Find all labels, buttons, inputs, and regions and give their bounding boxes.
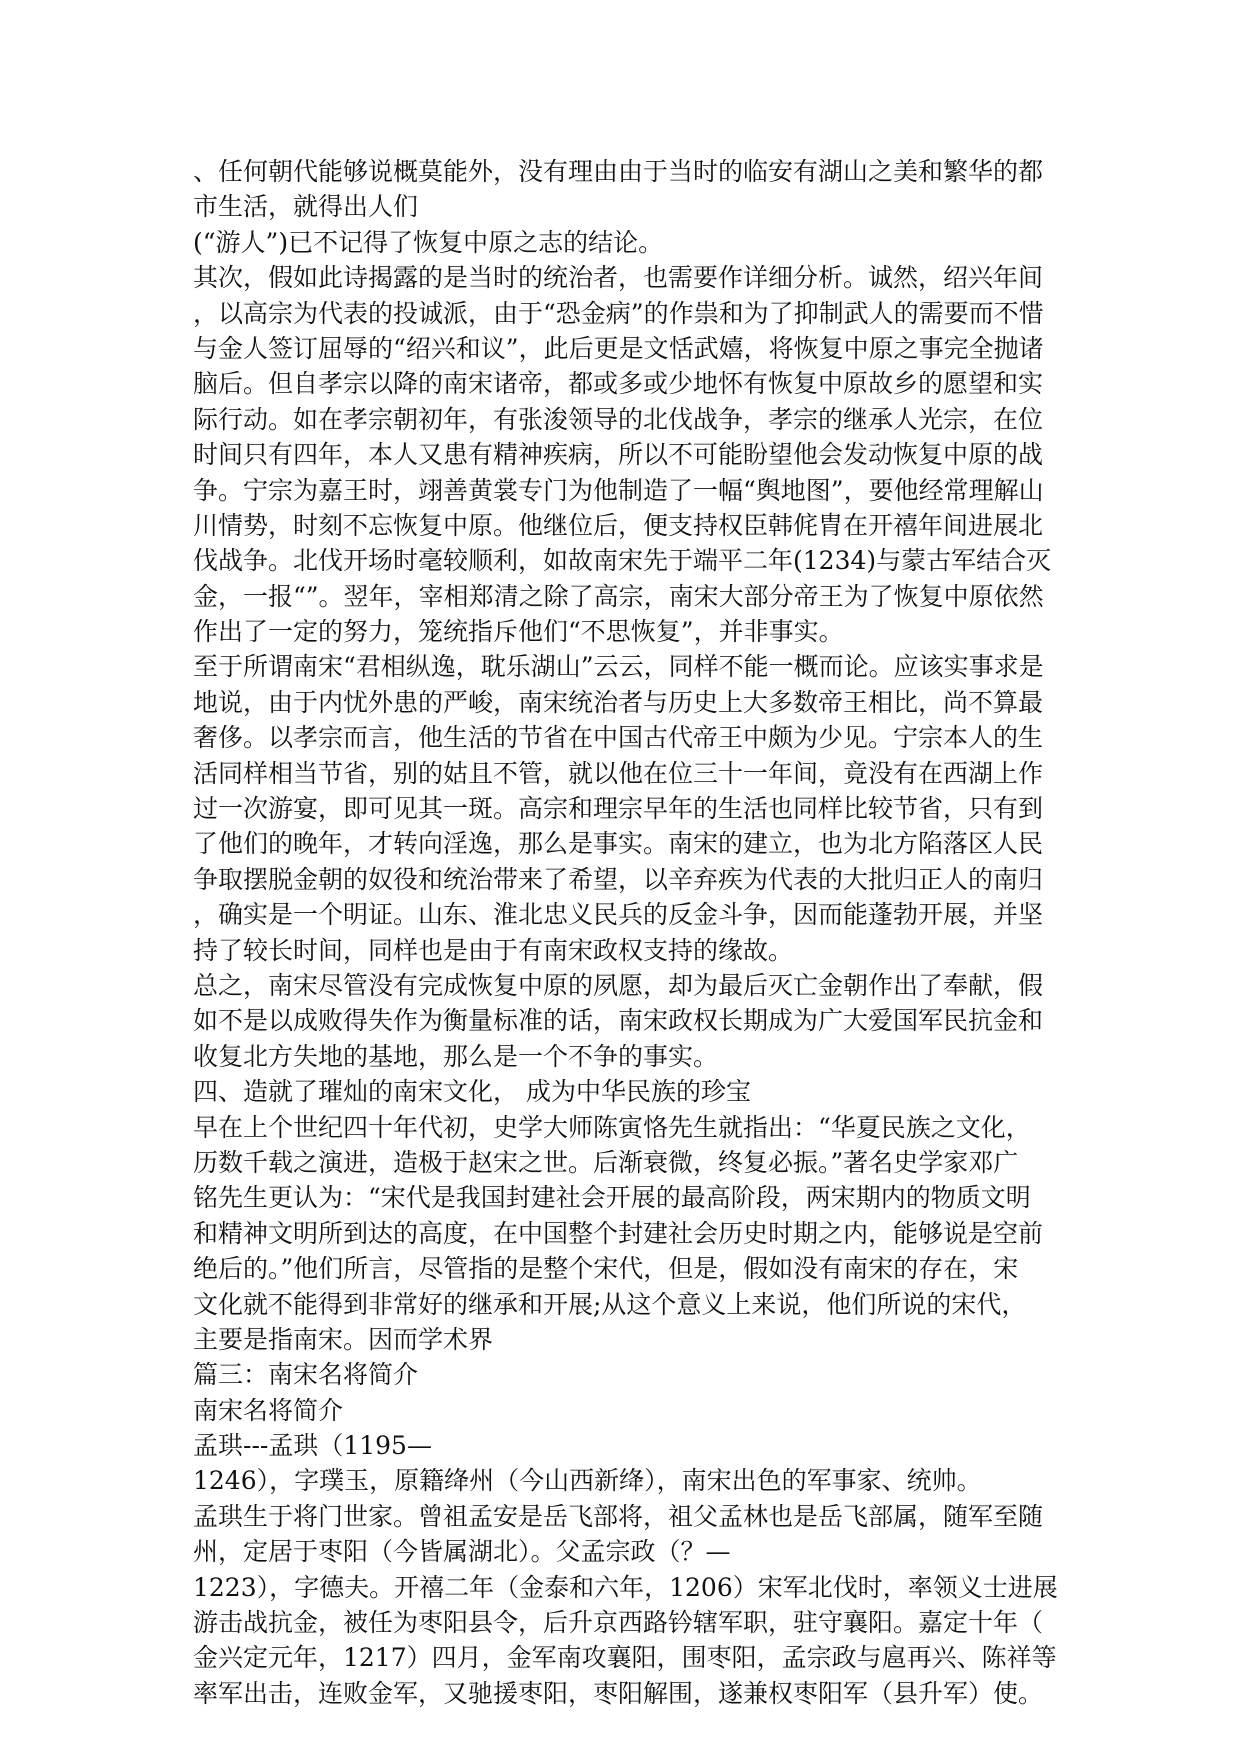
text-line: (“游人”)已不记得了恢复中原之志的结论。 — [193, 227, 664, 257]
text-line: 1223），字德夫。开禧二年（金泰和六年，1206）宋军北伐时，率领义士进展 — [193, 1572, 1058, 1602]
text-line: 市生活，就得出人们 — [193, 192, 419, 222]
text-line: 川情势，时刻不忘恢复中原。他继位后，便支持权臣韩侂胄在开禧年间进展北 — [193, 510, 1044, 540]
text-line: 活同样相当节省，别的姑且不管，就以他在位三十一年间，竟没有在西湖上作 — [193, 758, 1044, 788]
text-line: 际行动。如在孝宗朝初年，有张浚领导的北伐战争，孝宗的继承人光宗，在位 — [193, 404, 1044, 434]
text-line: 文化就不能得到非常好的继承和开展;从这个意义上来说，他们所说的宋代， — [193, 1289, 1027, 1319]
text-line: 1246），字璞玉，原籍绛州（今山西新绛），南宋出色的军事家、统帅。 — [193, 1466, 982, 1496]
text-line: 如不是以成败得失作为衡量标准的话，南宋政权长期成为广大爱国军民抗金和 — [193, 1006, 1044, 1036]
text-line: 孟珙生于将门世家。曾祖孟安是岳飞部将，祖父孟林也是岳飞部属，随军至随 — [193, 1501, 1044, 1531]
text-line: 早在上个世纪四十年代初，史学大师陈寅恪先生就指出：“华夏民族之文化， — [193, 1112, 1031, 1142]
text-line: 其次，假如此诗揭露的是当时的统治者，也需要作详细分析。诚然，绍兴年间 — [193, 263, 1044, 293]
section-heading: 篇三：南宋名将简介 — [193, 1360, 419, 1390]
text-line: 历数千载之演进，造极于赵宋之世。后渐衰微，终复必振。”著名史学家邓广 — [193, 1147, 1019, 1177]
text-line: 绝后的。”他们所言，尽管指的是整个宋代，但是，假如没有南宋的存在，宋 — [193, 1254, 1019, 1284]
text-line: 脑后。但自孝宗以降的南宋诸帝，都或多或少地怀有恢复中原故乡的愿望和实 — [193, 369, 1044, 399]
text-line: 、任何朝代能够说概莫能外，没有理由由于当时的临安有湖山之美和繁华的都 — [193, 157, 1044, 186]
text-line: 金，一报“”。翌年，宰相郑清之除了高宗，南宋大部分帝王为了恢复中原依然 — [193, 581, 1044, 611]
text-line: 地说，由于内忧外患的严峻，南宋统治者与历史上大多数帝王相比，尚不算最 — [193, 687, 1044, 717]
text-line: 收复北方失地的基地，那么是一个不争的事实。 — [193, 1041, 719, 1071]
text-line: 争。宁宗为嘉王时，翊善黄裳专门为他制造了一幅“舆地图”，要他经常理解山 — [193, 475, 1044, 505]
text-line: 伐战争。北伐开场时毫较顺利，如故南宋先于端平二年(1234)与蒙古军结合灭 — [193, 546, 1052, 576]
text-line: 争取摆脱金朝的奴役和统治带来了希望，以辛弃疾为代表的大批归正人的南归 — [193, 864, 1044, 894]
text-line: 主要是指南宋。因而学术界 — [193, 1324, 494, 1354]
text-line: 持了较长时间，同样也是由于有南宋政权支持的缘故。 — [193, 935, 794, 965]
text-line: ，确实是一个明证。山东、淮北忠义民兵的反金斗争，因而能蓬勃开展，并坚 — [193, 900, 1044, 930]
text-line: 与金人签订屈辱的“绍兴和议”，此后更是文恬武嬉，将恢复中原之事完全抛诸 — [193, 333, 1044, 363]
text-line: 铭先生更认为：“宋代是我国封建社会开展的最高阶段，两宋期内的物质文明 — [193, 1183, 1031, 1213]
text-line: 和精神文明所到达的高度，在中国整个封建社会历史时期之内，能够说是空前 — [193, 1218, 1044, 1248]
text-line: 率军出击，连败金军，又驰援枣阳，枣阳解围，遂兼权枣阳军（县升军）使。 — [193, 1678, 1044, 1708]
text-line: 州，定居于枣阳（今皆属湖北）。父孟宗政（？— — [193, 1537, 731, 1567]
text-line: 时间只有四年，本人又患有精神疾病，所以不可能盼望他会发动恢复中原的战 — [193, 440, 1044, 470]
text-line: 至于所谓南宋“君相纵逸，耽乐湖山”云云，同样不能一概而论。应该实事求是 — [193, 652, 1044, 682]
document-body — [193, 154, 1073, 1711]
text-line: 了他们的晚年，才转向淫逸，那么是事实。南宋的建立，也为北方陷落区人民 — [193, 829, 1044, 859]
text-line: 奢侈。以孝宗而言，他生活的节省在中国古代帝王中颇为少见。宁宗本人的生 — [193, 723, 1044, 753]
text-line: 过一次游宴，即可见其一斑。高宗和理宗早年的生活也同样比较节省，只有到 — [193, 794, 1044, 824]
text-line: 总之，南宋尽管没有完成恢复中原的夙愿，却为最后灭亡金朝作出了奉献，假 — [193, 970, 1044, 1000]
text-line: ，以高宗为代表的投诚派，由于“恐金病”的作祟和为了抑制武人的需要而不惜 — [193, 298, 1044, 328]
text-line: 游击战抗金，被任为枣阳县令，后升京西路钤辖军职，驻守襄阳。嘉定十年（ — [193, 1608, 1044, 1638]
text-line: 孟珙---孟珙（1195— — [193, 1431, 432, 1461]
text-line: 作出了一定的努力，笼统指斥他们“不思恢复”，并非事实。 — [193, 617, 844, 647]
section-heading: 四、造就了璀灿的南宋文化， 成为中华民族的珍宝 — [193, 1077, 751, 1107]
section-heading: 南宋名将简介 — [193, 1395, 344, 1425]
text-line: 金兴定元年，1217）四月，金军南攻襄阳，围枣阳，孟宗政与扈再兴、陈祥等 — [193, 1643, 1057, 1673]
